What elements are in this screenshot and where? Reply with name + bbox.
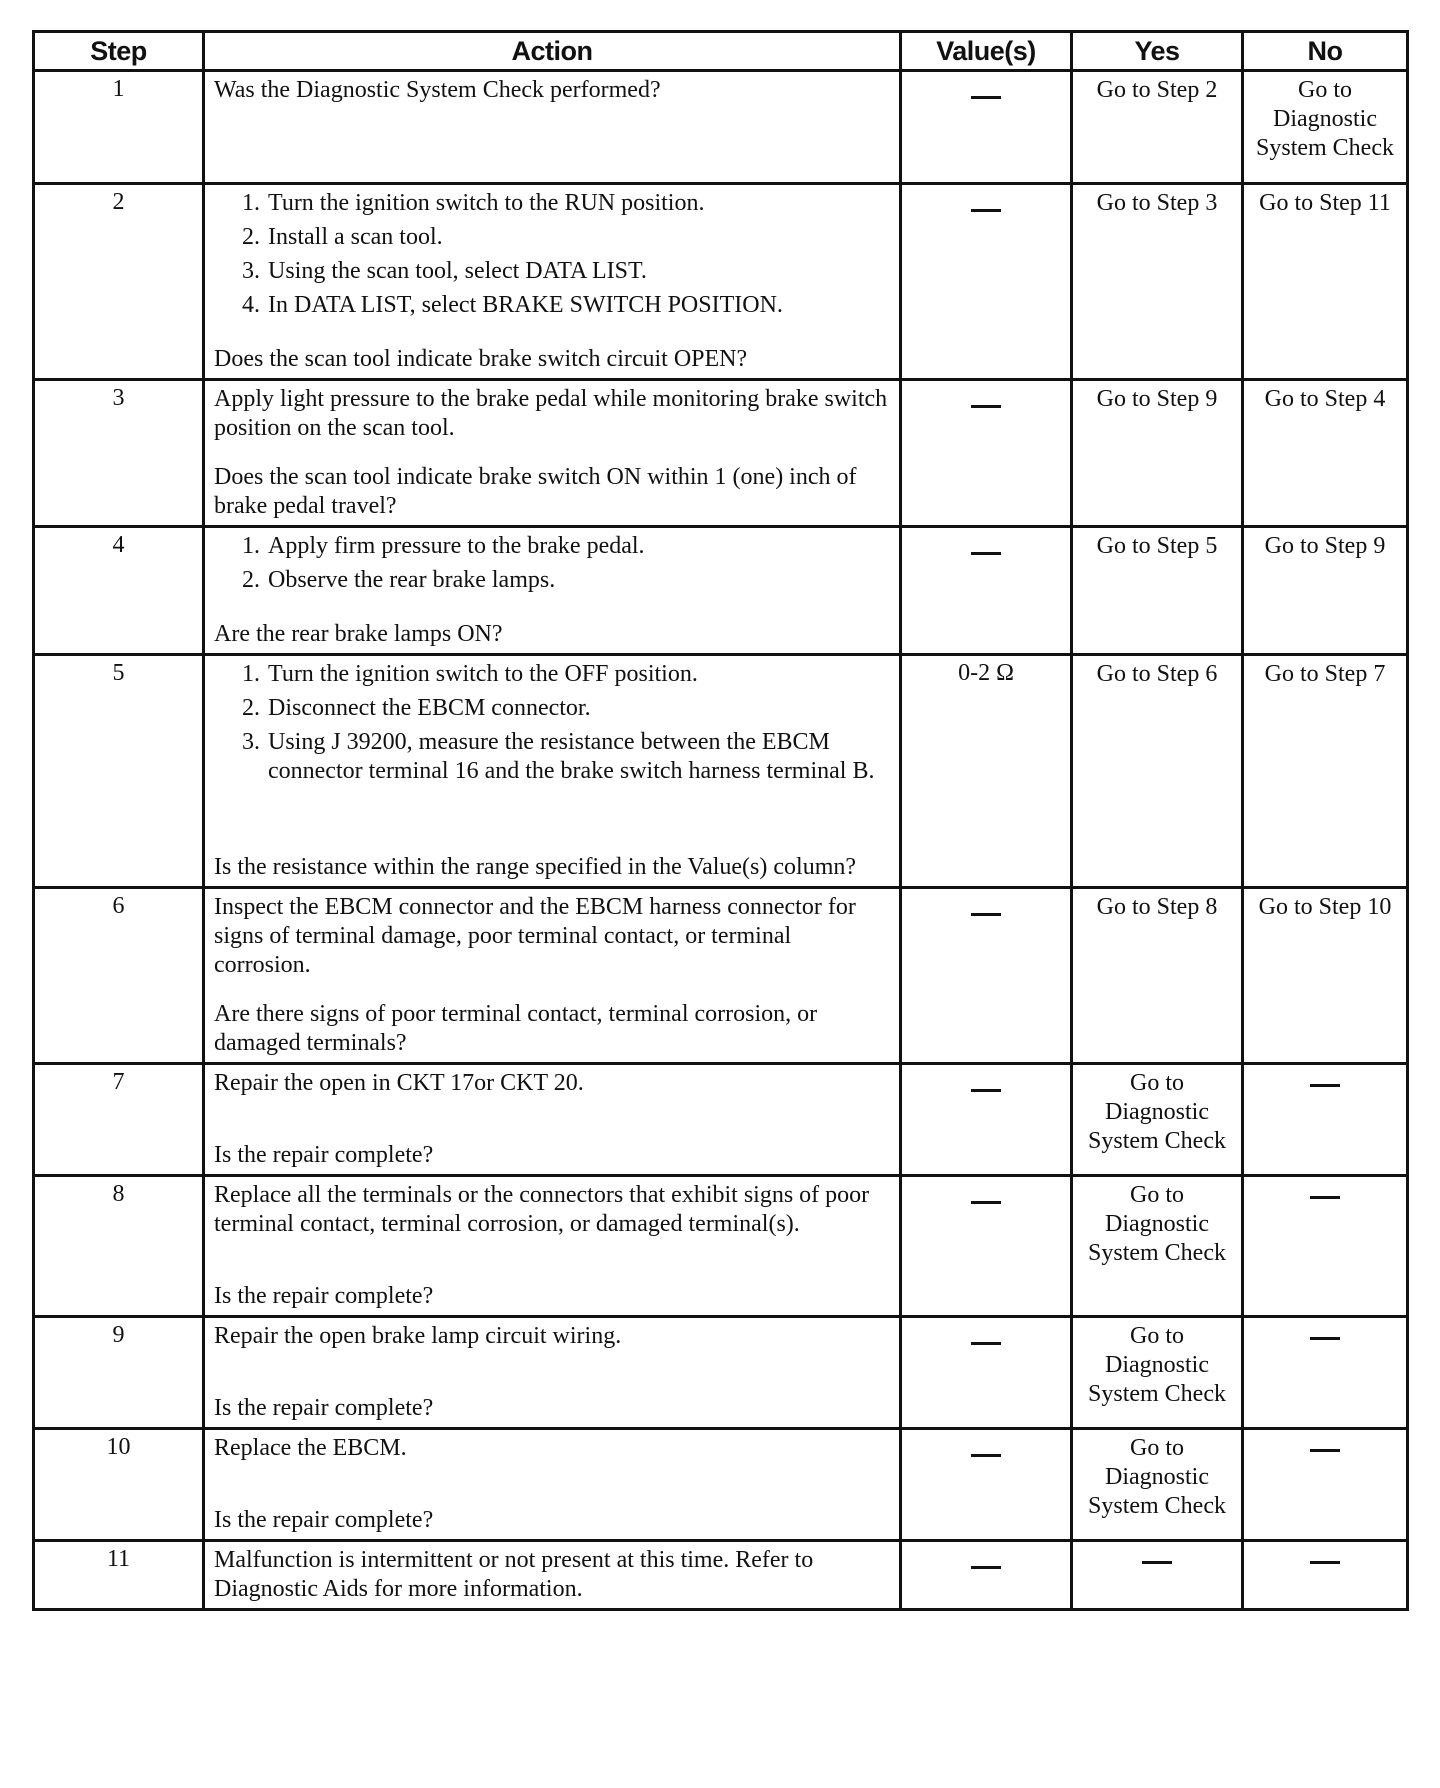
substep-item: 1. Apply firm pressure to the brake pedal. bbox=[266, 532, 891, 561]
action-intro: Replace the EBCM. bbox=[214, 1435, 407, 1461]
substep-list bbox=[214, 660, 891, 786]
substep-item: 1. Turn the ignition switch to the OFF position. bbox=[266, 660, 891, 689]
dash-mark bbox=[971, 1089, 1001, 1092]
action-content bbox=[214, 660, 891, 882]
action-content bbox=[214, 189, 891, 374]
dash-mark bbox=[971, 1201, 1001, 1204]
no-cell bbox=[1243, 527, 1408, 655]
action-content bbox=[214, 1546, 891, 1604]
cell-text: 0-2 Ω bbox=[958, 660, 1014, 686]
action-intro: Inspect the EBCM connector and the EBCM harness connector for signs of terminal damage, poor terminal contact, or terminal corrosion. bbox=[214, 894, 856, 978]
no-cell bbox=[1243, 1541, 1408, 1610]
step-number: 1 bbox=[34, 71, 204, 184]
no-cell bbox=[1243, 655, 1408, 888]
action-question: Is the repair complete? bbox=[214, 1507, 434, 1533]
diagnostic-table-sheet bbox=[32, 30, 1406, 1611]
action-cell bbox=[204, 655, 901, 888]
yes-cell bbox=[1072, 184, 1243, 380]
action-cell bbox=[204, 1176, 901, 1317]
action-cell bbox=[204, 1429, 901, 1541]
value-cell bbox=[901, 1176, 1072, 1317]
action-intro: Replace all the terminals or the connectors that exhibit signs of poor terminal contact, terminal corrosion, or damaged terminal(s). bbox=[214, 1182, 870, 1237]
action-cell bbox=[204, 380, 901, 527]
action-cell bbox=[204, 1317, 901, 1429]
dash-mark bbox=[971, 1454, 1001, 1457]
action-content bbox=[214, 76, 891, 178]
cell-text: Go to Step 4 bbox=[1264, 386, 1386, 412]
action-question: Does the scan tool indicate brake switch ON within 1 (one) inch of brake pedal travel? bbox=[214, 464, 857, 519]
action-question: Is the resistance within the range specified in the Value(s) column? bbox=[214, 854, 857, 880]
yes-cell bbox=[1072, 1064, 1243, 1176]
dash-mark bbox=[971, 209, 1001, 212]
substep-item: 3. Using the scan tool, select DATA LIST. bbox=[266, 257, 891, 286]
action-cell bbox=[204, 527, 901, 655]
action-intro: Was the Diagnostic System Check performed? bbox=[214, 77, 661, 103]
header-yes: Yes bbox=[1072, 32, 1243, 71]
no-cell bbox=[1243, 1176, 1408, 1317]
dash-mark bbox=[1310, 1561, 1340, 1564]
value-cell bbox=[901, 655, 1072, 888]
dash-mark bbox=[971, 913, 1001, 916]
dash-mark bbox=[1310, 1449, 1340, 1452]
action-top bbox=[214, 532, 891, 600]
cell-text: Go to Diagnostic System Check bbox=[1088, 1323, 1226, 1407]
table-row bbox=[34, 527, 1408, 655]
action-content bbox=[214, 532, 891, 649]
cell-text: Go to Diagnostic System Check bbox=[1088, 1435, 1226, 1519]
action-top bbox=[214, 76, 891, 105]
header-step: Step bbox=[34, 32, 204, 71]
action-question: Are there signs of poor terminal contact, terminal corrosion, or damaged terminals? bbox=[214, 1001, 818, 1056]
value-cell bbox=[901, 1317, 1072, 1429]
dash-mark bbox=[1310, 1196, 1340, 1199]
table-row bbox=[34, 184, 1408, 380]
table-row bbox=[34, 71, 1408, 184]
step-number: 11 bbox=[34, 1541, 204, 1610]
action-top bbox=[214, 660, 891, 791]
cell-text: Go to Step 11 bbox=[1259, 190, 1391, 216]
cell-text: Go to Step 5 bbox=[1096, 533, 1218, 559]
action-question: Does the scan tool indicate brake switch circuit OPEN? bbox=[214, 346, 748, 372]
action-top bbox=[214, 1069, 891, 1098]
action-intro: Apply light pressure to the brake pedal while monitoring brake switch position on the scan tool. bbox=[214, 386, 888, 441]
step-number: 4 bbox=[34, 527, 204, 655]
step-number: 6 bbox=[34, 888, 204, 1064]
header-row bbox=[34, 32, 1408, 71]
no-cell bbox=[1243, 1429, 1408, 1541]
table-row bbox=[34, 1541, 1408, 1610]
cell-text: Go to Diagnostic System Check bbox=[1088, 1182, 1226, 1266]
action-content bbox=[214, 1181, 891, 1311]
diagnostic-table bbox=[32, 30, 1409, 1611]
yes-cell bbox=[1072, 1317, 1243, 1429]
action-top bbox=[214, 189, 891, 325]
cell-text: Go to Step 7 bbox=[1264, 661, 1386, 687]
action-top bbox=[214, 893, 891, 980]
step-number: 8 bbox=[34, 1176, 204, 1317]
dash-mark bbox=[1310, 1084, 1340, 1087]
table-row bbox=[34, 380, 1408, 527]
action-top bbox=[214, 385, 891, 443]
cell-text: Go to Diagnostic System Check bbox=[1256, 77, 1394, 161]
action-intro: Malfunction is intermittent or not present at this time. Refer to Diagnostic Aids for more information. bbox=[214, 1547, 814, 1602]
cell-text: Go to Diagnostic System Check bbox=[1088, 1070, 1226, 1154]
substep-item: 1. Turn the ignition switch to the RUN position. bbox=[266, 189, 891, 218]
step-number: 5 bbox=[34, 655, 204, 888]
value-cell bbox=[901, 888, 1072, 1064]
value-cell bbox=[901, 1064, 1072, 1176]
action-cell bbox=[204, 184, 901, 380]
action-content bbox=[214, 1322, 891, 1423]
yes-cell bbox=[1072, 888, 1243, 1064]
action-cell bbox=[204, 888, 901, 1064]
action-cell bbox=[204, 1541, 901, 1610]
substep-item: 4. In DATA LIST, select BRAKE SWITCH POSITION. bbox=[266, 291, 891, 320]
dash-mark bbox=[1310, 1337, 1340, 1340]
table-row bbox=[34, 1429, 1408, 1541]
header-action: Action bbox=[204, 32, 901, 71]
action-top bbox=[214, 1546, 891, 1604]
action-question: Is the repair complete? bbox=[214, 1395, 434, 1421]
step-number: 3 bbox=[34, 380, 204, 527]
action-top bbox=[214, 1434, 891, 1463]
action-cell bbox=[204, 1064, 901, 1176]
value-cell bbox=[901, 184, 1072, 380]
table-row bbox=[34, 1064, 1408, 1176]
yes-cell bbox=[1072, 71, 1243, 184]
yes-cell bbox=[1072, 655, 1243, 888]
yes-cell bbox=[1072, 1541, 1243, 1610]
header-values: Value(s) bbox=[901, 32, 1072, 71]
action-content bbox=[214, 893, 891, 1058]
step-number: 7 bbox=[34, 1064, 204, 1176]
yes-cell bbox=[1072, 380, 1243, 527]
action-content bbox=[214, 1069, 891, 1170]
cell-text: Go to Step 3 bbox=[1096, 190, 1218, 216]
substep-item: 2. Install a scan tool. bbox=[266, 223, 891, 252]
substep-item: 2. Observe the rear brake lamps. bbox=[266, 566, 891, 595]
action-top bbox=[214, 1322, 891, 1351]
dash-mark bbox=[971, 1566, 1001, 1569]
table-row bbox=[34, 888, 1408, 1064]
action-content bbox=[214, 385, 891, 521]
yes-cell bbox=[1072, 1176, 1243, 1317]
no-cell bbox=[1243, 184, 1408, 380]
value-cell bbox=[901, 1541, 1072, 1610]
step-number: 10 bbox=[34, 1429, 204, 1541]
header-no: No bbox=[1243, 32, 1408, 71]
action-intro: Repair the open brake lamp circuit wiring. bbox=[214, 1323, 622, 1349]
action-question: Is the repair complete? bbox=[214, 1283, 434, 1309]
table-body bbox=[34, 71, 1408, 1610]
value-cell bbox=[901, 71, 1072, 184]
action-cell bbox=[204, 71, 901, 184]
table-row bbox=[34, 655, 1408, 888]
dash-mark bbox=[971, 552, 1001, 555]
value-cell bbox=[901, 1429, 1072, 1541]
dash-mark bbox=[971, 1342, 1001, 1345]
value-cell bbox=[901, 527, 1072, 655]
action-top bbox=[214, 1181, 891, 1239]
substep-item: 2. Disconnect the EBCM connector. bbox=[266, 694, 891, 723]
no-cell bbox=[1243, 1064, 1408, 1176]
cell-text: Go to Step 9 bbox=[1264, 533, 1386, 559]
dash-mark bbox=[1142, 1561, 1172, 1564]
no-cell bbox=[1243, 1317, 1408, 1429]
cell-text: Go to Step 10 bbox=[1258, 894, 1392, 920]
table-row bbox=[34, 1317, 1408, 1429]
action-question: Are the rear brake lamps ON? bbox=[214, 621, 503, 647]
action-intro: Repair the open in CKT 17or CKT 20. bbox=[214, 1070, 584, 1096]
table-row bbox=[34, 1176, 1408, 1317]
cell-text: Go to Step 2 bbox=[1096, 77, 1218, 103]
cell-text: Go to Step 6 bbox=[1096, 661, 1218, 687]
value-cell bbox=[901, 380, 1072, 527]
substep-item: 3. Using J 39200, measure the resistance between the EBCM connector terminal 16 and the brake switch harness terminal B. bbox=[266, 728, 891, 786]
substep-list bbox=[214, 532, 891, 595]
cell-text: Go to Step 9 bbox=[1096, 386, 1218, 412]
action-question: Is the repair complete? bbox=[214, 1142, 434, 1168]
no-cell bbox=[1243, 380, 1408, 527]
cell-text: Go to Step 8 bbox=[1096, 894, 1218, 920]
step-number: 2 bbox=[34, 184, 204, 380]
dash-mark bbox=[971, 96, 1001, 99]
yes-cell bbox=[1072, 527, 1243, 655]
yes-cell bbox=[1072, 1429, 1243, 1541]
step-number: 9 bbox=[34, 1317, 204, 1429]
action-content bbox=[214, 1434, 891, 1535]
substep-list bbox=[214, 189, 891, 320]
no-cell bbox=[1243, 888, 1408, 1064]
no-cell bbox=[1243, 71, 1408, 184]
dash-mark bbox=[971, 405, 1001, 408]
